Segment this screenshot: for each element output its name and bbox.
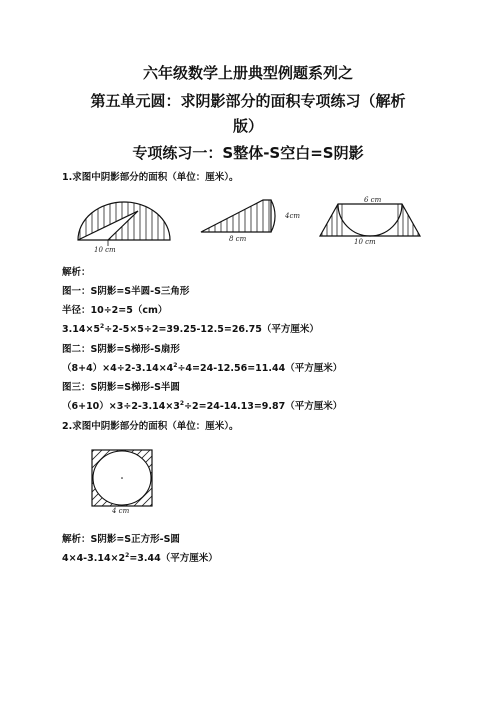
fig3-label-bottom: 10 cm	[354, 238, 376, 246]
page-title-line2: 第五单元圆：求阴影部分的面积专项练习（解析	[90, 92, 406, 110]
answer-1-line-7: $(6+10)\times 3\div 2-3.14\times 3^2\div 2=24-14.13=9.87$（平方厘米）	[62, 399, 343, 412]
fig4-label: 4 cm	[112, 507, 130, 514]
answer-1-heading: 解析：	[62, 267, 91, 278]
answer-1-line-6: 图三：S阴影=S梯形-S半圆	[62, 382, 180, 393]
page-title-line3: 版）	[232, 117, 263, 135]
answer-2-line-1: 解析：S阴影=S正方形-S圆	[62, 534, 180, 545]
answer-2-line-2: $4\times 4-3.14\times 2^2=3.44$（平方厘米）	[62, 551, 218, 564]
question-1-prompt: 1.求图中阴影部分的面积（单位：厘米）。	[62, 172, 239, 183]
answer-1-line-4: 图二：S阴影=S梯形-S扇形	[62, 344, 180, 355]
figure-trapezoid-semicircle	[316, 194, 424, 248]
fig2-label-bottom: 8 cm	[229, 235, 247, 243]
page-title-line1: 六年级数学上册典型例题系列之	[142, 64, 353, 82]
fig2-label-side: 4cm	[285, 212, 301, 220]
answer-1-line-1: 图一：S阴影=S半圆-S三角形	[62, 286, 190, 297]
fig3-label-top: 6 cm	[364, 196, 382, 204]
answer-1-line-3: $3.14\times 5^2\div 2-5\times 5\div 2=39.25-12.5=26.75$（平方厘米）	[62, 322, 319, 335]
section-subtitle: 专项练习一：S整体-S空白=S阴影	[132, 144, 364, 162]
answer-1-line-5: $(8+4)\times 4\div 2-3.14\times 4^2\div 4=24-12.56=11.44$（平方厘米）	[62, 361, 343, 374]
fig1-label: 10 cm	[94, 246, 116, 254]
answer-1-line-2: 半径：10÷2=5（cm）	[62, 305, 168, 316]
question-2-prompt: 2.求图中阴影部分的面积（单位：厘米）。	[62, 421, 239, 432]
figure-square-circle	[88, 448, 158, 514]
figure-semicircle	[74, 200, 178, 254]
figure-trapezoid-sector	[195, 196, 307, 244]
